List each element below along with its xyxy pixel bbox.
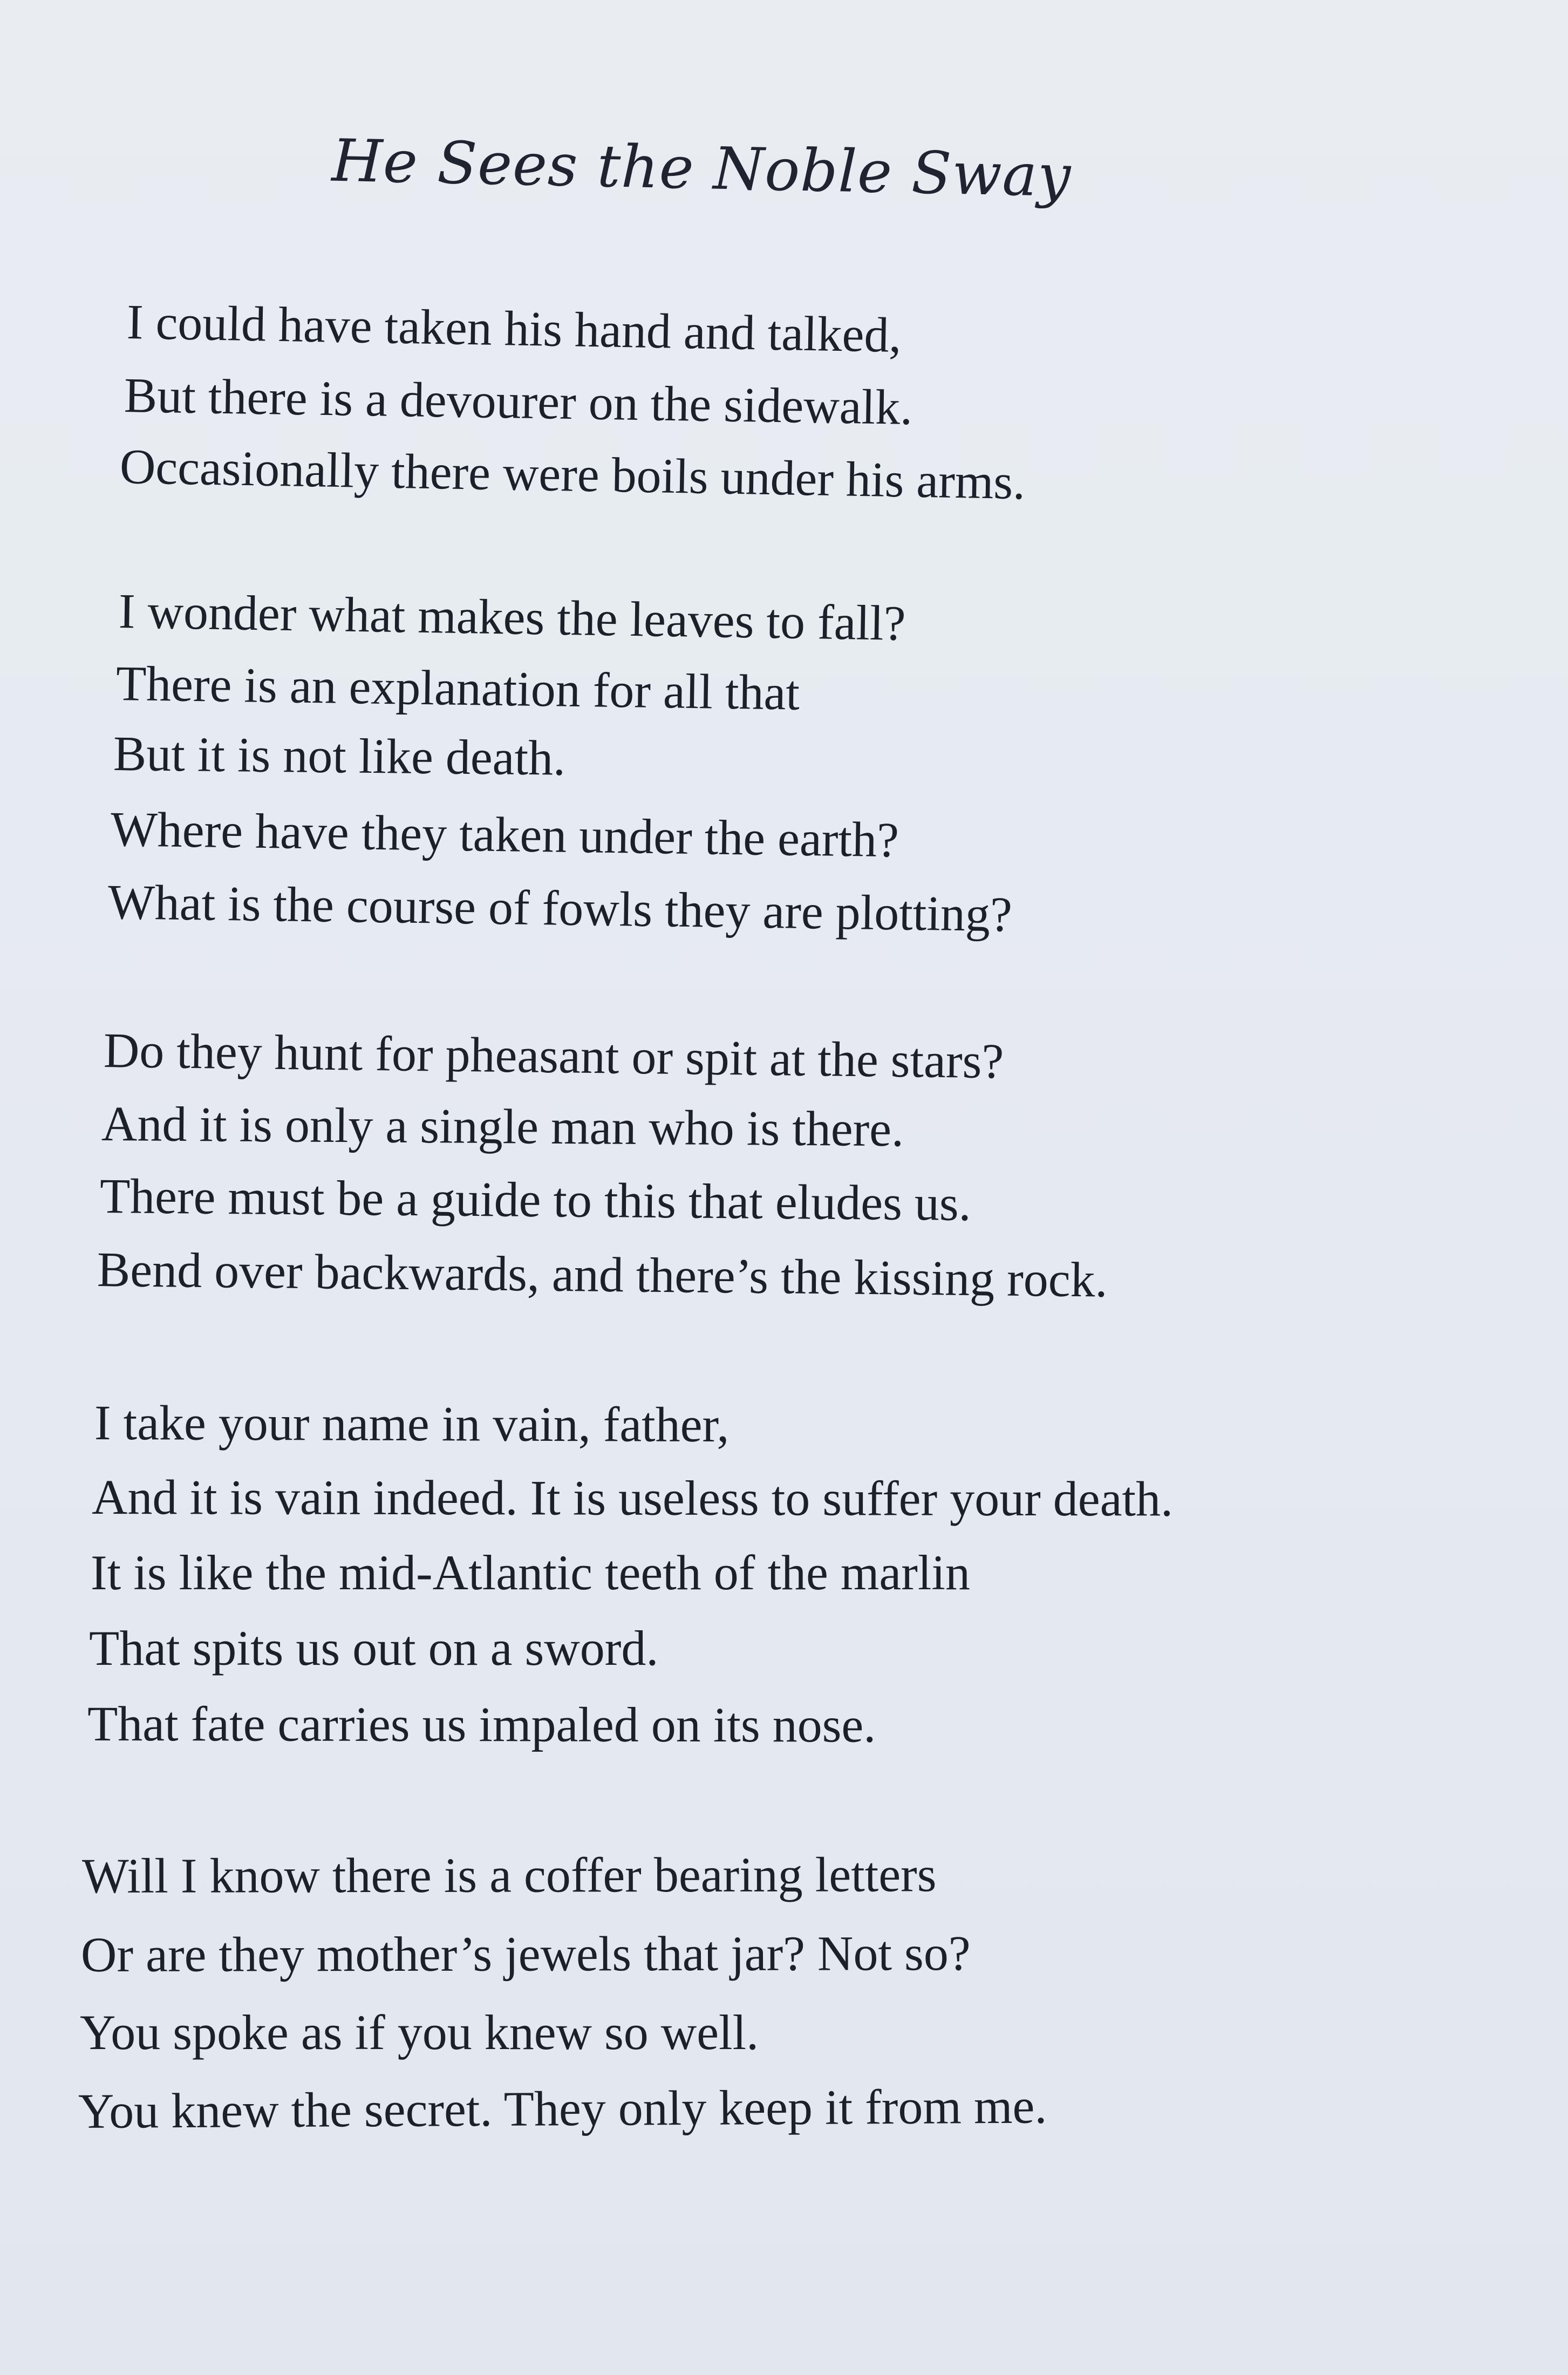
poem-line: I could have taken his hand and talked, bbox=[126, 294, 902, 363]
poem-line: Do they hunt for pheasant or spit at the stars? bbox=[103, 1023, 1004, 1089]
poem-line: Or are they mother’s jewels that jar? Not so? bbox=[80, 1925, 971, 1982]
poem-line: And it is only a single man who is there. bbox=[101, 1096, 904, 1157]
poem-line: Occasionally there were boils under his arms. bbox=[119, 439, 1026, 510]
poem-line: Where have they taken under the earth? bbox=[110, 801, 899, 868]
poem-title: He Sees the Noble Sway bbox=[331, 127, 1072, 210]
poem-line: There must be a guide to this that eludes us. bbox=[99, 1168, 972, 1231]
poem-line: Bend over backwards, and there’s the kissing rock. bbox=[97, 1242, 1108, 1308]
poem-line: It is like the mid-Atlantic teeth of the marlin bbox=[91, 1545, 970, 1600]
poem-line: That spits us out on a sword. bbox=[89, 1621, 659, 1676]
poem-line: What is the course of fowls they are plotting? bbox=[107, 874, 1013, 942]
poem-line: That fate carries us impaled on its nose. bbox=[87, 1696, 876, 1753]
poem-line: And it is vain indeed. It is useless to suffer your death. bbox=[91, 1469, 1174, 1527]
poem-line: You spoke as if you knew so well. bbox=[80, 2005, 759, 2060]
poem-line: There is an explanation for all that bbox=[115, 656, 800, 720]
poem-line: But it is not like death. bbox=[113, 726, 566, 786]
poem-line: Will I know there is a coffer bearing letters bbox=[81, 1847, 937, 1903]
poem-line: You knew the secret. They only keep it from me. bbox=[78, 2078, 1047, 2139]
poem-line: But there is a devourer on the sidewalk. bbox=[124, 368, 913, 435]
poem-line: I take your name in vain, father, bbox=[94, 1395, 730, 1453]
poem-line: I wonder what makes the leaves to fall? bbox=[118, 583, 906, 651]
